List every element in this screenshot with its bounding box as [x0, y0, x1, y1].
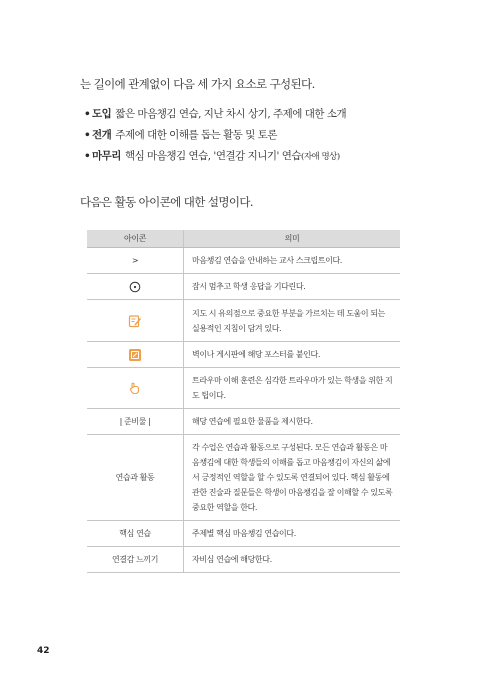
icon-table — [87, 230, 400, 573]
table-row — [87, 521, 400, 547]
item-text: 짧은 마음챙김 연습, 지난 차시 상기, 주제에 대한 소개 — [115, 108, 347, 120]
meaning-cell: 벽이나 게시판에 해당 포스터를 붙인다. — [184, 342, 401, 368]
practice-activity-label: 연습과 활동 — [87, 435, 184, 521]
hand-icon — [128, 381, 142, 395]
component-list — [84, 104, 346, 167]
meaning-cell: 각 수업은 연습과 활동으로 구성된다. 모든 연습과 활동은 마음챙김에 대한 학생들의 이해를 돕고 마음챙김이 자신의 삶에서 긍정적인 역할을 할 수 있도록 연결되어 있다. 핵심 활동에 관한 진술과 질문들은 학생이 마음챙김을 잘 이해할 수 있도록 중요한 역할을 한다. — [184, 435, 401, 521]
page-number: 42 — [37, 646, 50, 656]
table-row — [87, 547, 400, 573]
materials-label: | 준비물 | — [87, 409, 184, 435]
table-row — [87, 274, 400, 300]
intro-text: 는 길이에 관계없이 다음 세 가지 요소로 구성된다. — [80, 76, 315, 91]
list-item: • 전개 주제에 대한 이해를 돕는 활동 및 토론 — [84, 129, 277, 141]
meaning-cell: 잠시 멈추고 학생 응답을 기다린다. — [184, 274, 401, 300]
table-row — [87, 248, 400, 274]
poster-icon — [128, 348, 142, 362]
keyword: 마무리 — [92, 150, 121, 162]
keyword: 도입 — [92, 108, 112, 120]
item-note: (자애 명상) — [301, 152, 340, 162]
table-row — [87, 435, 400, 521]
table-header-row — [87, 230, 400, 248]
list-item: • 도입 짧은 마음챙김 연습, 지난 차시 상기, 주제에 대한 소개 — [84, 108, 347, 120]
meaning-cell: 트라우마 이해 훈련은 심각한 트라우마가 있는 학생을 위한 지도 팁이다. — [184, 368, 401, 409]
pause-circle-icon — [129, 281, 141, 293]
meaning-cell: 자비심 연습에 해당한다. — [184, 547, 401, 573]
table-row — [87, 342, 400, 368]
table-row — [87, 368, 400, 409]
meaning-cell: 지도 시 유의점으로 중요한 부분을 가르치는 데 도움이 되는 실용적인 지침이 담겨 있다. — [184, 300, 401, 342]
note-pencil-icon — [128, 314, 142, 328]
column-header-icon: 아이콘 — [87, 230, 184, 248]
connection-label: 연결감 느끼기 — [87, 547, 184, 573]
chevron-right-icon: > — [87, 248, 184, 274]
lead-text: 다음은 활동 아이콘에 대한 설명이다. — [80, 194, 253, 209]
table-row — [87, 409, 400, 435]
column-header-meaning: 의미 — [184, 230, 401, 248]
item-text: 주제에 대한 이해를 돕는 활동 및 토론 — [115, 129, 277, 141]
list-item: • 마무리 핵심 마음챙김 연습, '연결감 지니기' 연습(자애 명상) — [84, 150, 340, 162]
keyword: 전개 — [92, 129, 112, 141]
table-row — [87, 300, 400, 342]
core-practice-label: 핵심 연습 — [87, 521, 184, 547]
item-text: 핵심 마음챙김 연습, '연결감 지니기' 연습 — [124, 150, 302, 162]
meaning-cell: 해당 연습에 필요한 물품을 제시한다. — [184, 409, 401, 435]
meaning-cell: 주제별 핵심 마음챙김 연습이다. — [184, 521, 401, 547]
meaning-cell: 마음챙김 연습을 안내하는 교사 스크립트이다. — [184, 248, 401, 274]
